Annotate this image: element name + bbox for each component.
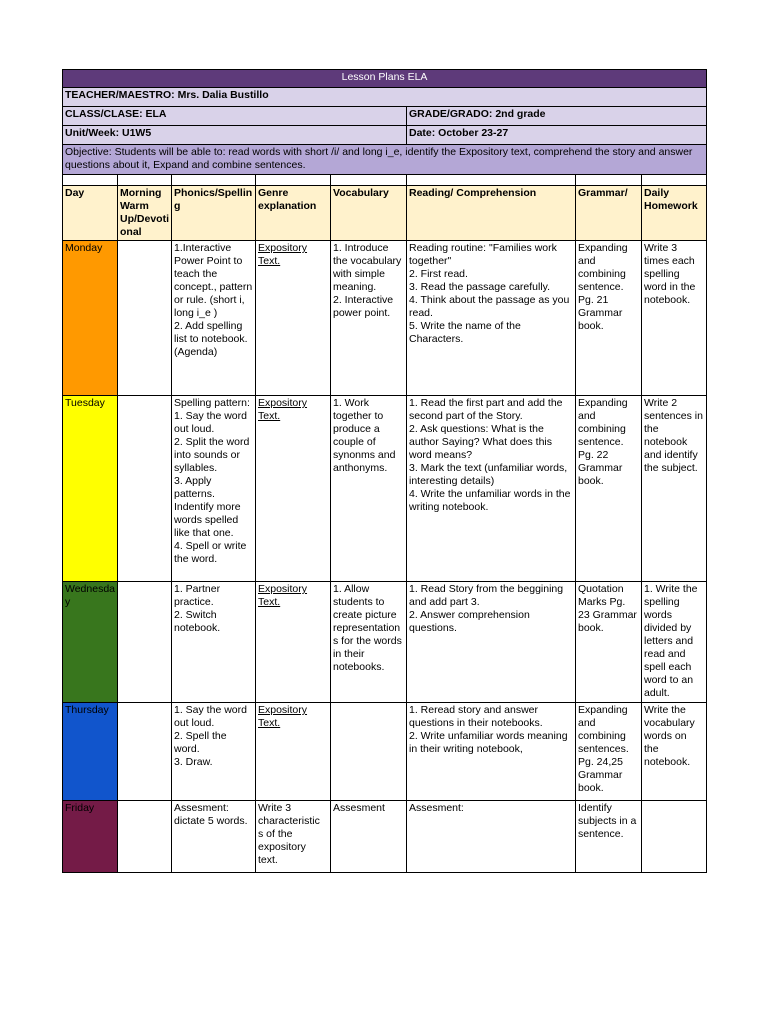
table-row-thursday (63, 703, 707, 801)
vocabulary-cell (331, 703, 407, 801)
header-homework: Daily Homework (642, 186, 707, 241)
homework-cell: Write the vocabulary words on the notebook. (642, 703, 707, 801)
teacher-cell: TEACHER/MAESTRO: Mrs. Dalia Bustillo (63, 88, 707, 107)
phonics-cell: Spelling pattern: 1. Say the word out loud. 2. Split the word into sounds or syllables. 3. Apply patterns. Indentify more words spelled like that one. 4. Spell or write the word. (172, 396, 256, 582)
vocabulary-cell: 1. Introduce the vocabulary with simple meaning. 2. Interactive power point. (331, 241, 407, 396)
reading-cell: Assesment: (407, 801, 576, 873)
header-genre: Genre explanation (256, 186, 331, 241)
warmup-cell (118, 582, 172, 703)
header-day: Day (63, 186, 118, 241)
genre-cell: Expository Text. (256, 703, 331, 801)
vocabulary-cell: Assesment (331, 801, 407, 873)
phonics-cell: Assesment: dictate 5 words. (172, 801, 256, 873)
header-grammar: Grammar/ (576, 186, 642, 241)
title-row (63, 70, 707, 88)
class-cell: CLASS/CLASE: ELA (63, 107, 407, 126)
header-reading: Reading/ Comprehension (407, 186, 576, 241)
table-row-wednesday (63, 582, 707, 703)
homework-cell: Write 3 times each spelling word in the notebook. (642, 241, 707, 396)
genre-cell: Expository Text. (256, 396, 331, 582)
warmup-cell (118, 396, 172, 582)
phonics-cell: 1. Partner practice. 2. Switch notebook. (172, 582, 256, 703)
grammar-cell: Identify subjects in a sentence. (576, 801, 642, 873)
homework-cell: 1. Write the spelling words divided by letters and read and spell each word to an adult. (642, 582, 707, 703)
spacer-row (63, 175, 707, 186)
warmup-cell (118, 241, 172, 396)
objective-row (63, 145, 707, 175)
homework-cell (642, 801, 707, 873)
class-row (63, 107, 707, 126)
homework-cell: Write 2 sentences in the notebook and identify the subject. (642, 396, 707, 582)
unit-cell: Unit/Week: U1W5 (63, 126, 407, 145)
reading-cell: 1. Reread story and answer questions in their notebooks. 2. Write unfamiliar words meaning in their writing notebook, (407, 703, 576, 801)
date-cell: Date: October 23-27 (407, 126, 707, 145)
header-phonics: Phonics/Spelling (172, 186, 256, 241)
table-row-tuesday (63, 396, 707, 582)
genre-cell: Expository Text. (256, 241, 331, 396)
unit-row (63, 126, 707, 145)
header-warmup: Morning Warm Up/Devotional (118, 186, 172, 241)
objective-cell: Objective: Students will be able to: read words with short /i/ and long i_e, identify the Expository text, comprehend the story and answer questions about it, Expand and combine sentences. (63, 145, 707, 175)
table-row-friday (63, 801, 707, 873)
header-row (63, 186, 707, 241)
day-cell-tuesday: Tuesday (63, 396, 118, 582)
teacher-row (63, 88, 707, 107)
header-vocabulary: Vocabulary (331, 186, 407, 241)
lesson-plan-table (62, 69, 707, 873)
warmup-cell (118, 801, 172, 873)
reading-cell: 1. Read the first part and add the second part of the Story. 2. Ask questions: What is the author Saying? What does this word means? 3. Mark the text (unfamiliar words, interesting details) 4. Write the unfamiliar words in the writing notebook. (407, 396, 576, 582)
reading-cell: Reading routine: "Families work together" 2. First read. 3. Read the passage carefully. 4. Think about the passage as you read. 5. Write the name of the Characters. (407, 241, 576, 396)
grammar-cell: Expanding and combining sentence. Pg. 22 Grammar book. (576, 396, 642, 582)
table-row-monday (63, 241, 707, 396)
day-cell-friday: Friday (63, 801, 118, 873)
warmup-cell (118, 703, 172, 801)
grammar-cell: Expanding and combining sentence. Pg. 21 Grammar book. (576, 241, 642, 396)
phonics-cell: 1.Interactive Power Point to teach the concept., pattern or rule. (short i, long i_e ) 2. Add spelling list to notebook. (Agenda) (172, 241, 256, 396)
reading-cell: 1. Read Story from the beggining and add part 3. 2. Answer comprehension questions. (407, 582, 576, 703)
sheet-title: Lesson Plans ELA (63, 70, 707, 88)
grammar-cell: Expanding and combining sentences. Pg. 24,25 Grammar book. (576, 703, 642, 801)
grammar-cell: Quotation Marks Pg. 23 Grammar book. (576, 582, 642, 703)
genre-cell: Write 3 characteristic s of the expository text. (256, 801, 331, 873)
phonics-cell: 1. Say the word out loud. 2. Spell the word. 3. Draw. (172, 703, 256, 801)
day-cell-monday: Monday (63, 241, 118, 396)
vocabulary-cell: 1. Work together to produce a couple of synonms and anthonyms. (331, 396, 407, 582)
genre-cell: Expository Text. (256, 582, 331, 703)
vocabulary-cell: 1. Allow students to create picture representation s for the words in their notebooks. (331, 582, 407, 703)
day-cell-thursday: Thursday (63, 703, 118, 801)
grade-cell: GRADE/GRADO: 2nd grade (407, 107, 707, 126)
day-cell-wednesday: Wednesday (63, 582, 118, 703)
